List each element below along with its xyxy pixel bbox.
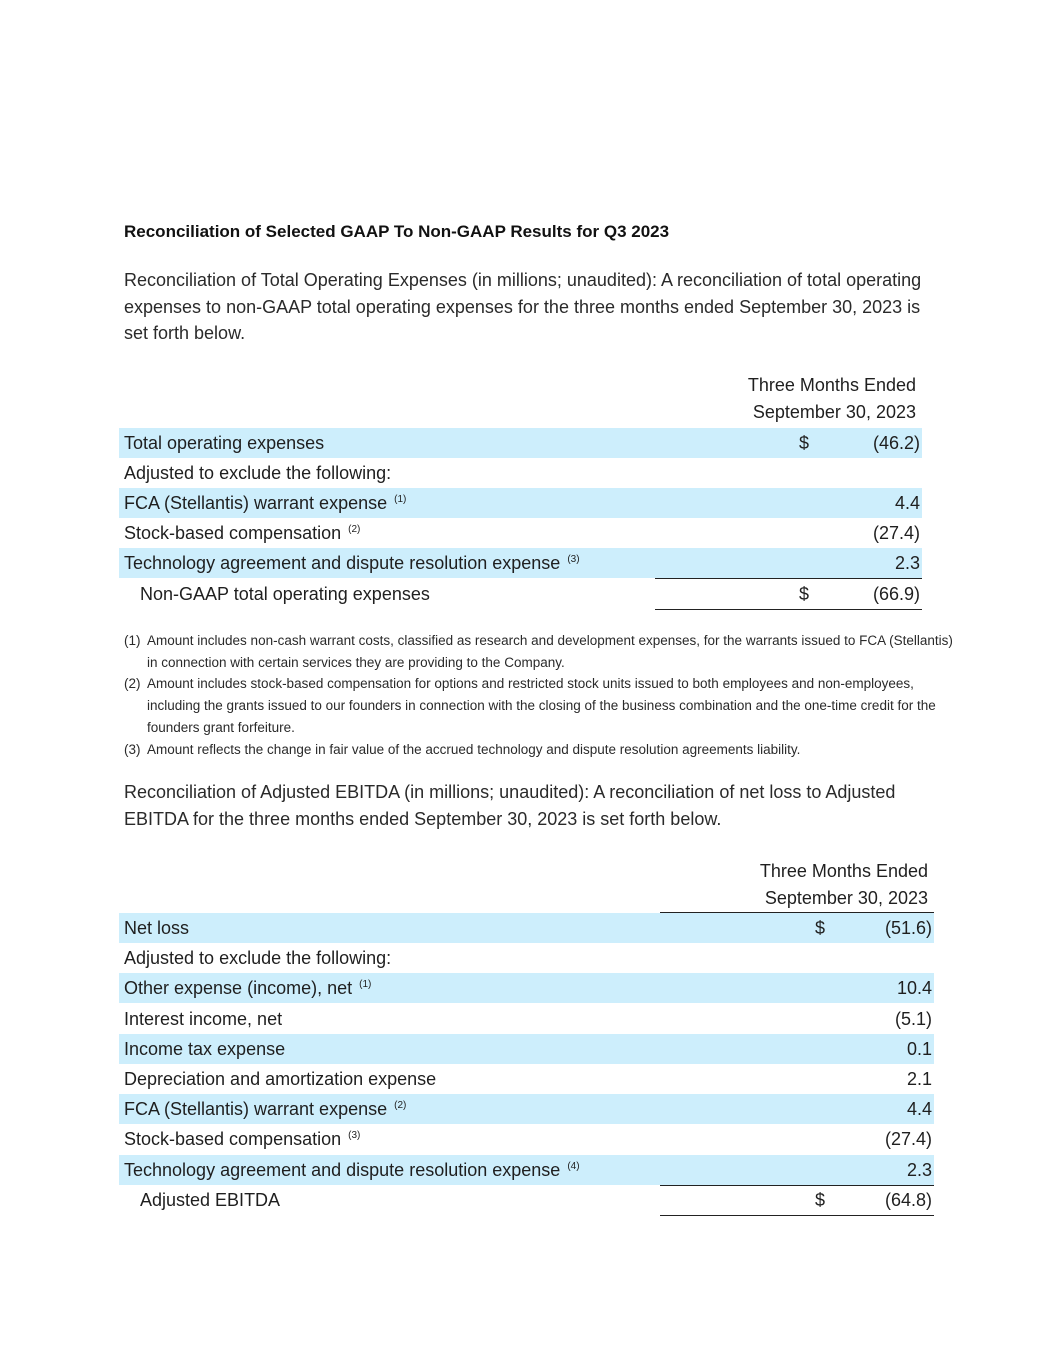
table-row [119, 1064, 934, 1094]
table-row [119, 913, 934, 943]
ebitda-intro-paragraph: Reconciliation of Adjusted EBITDA (in millions; unaudited): A reconciliation of net loss to Adjusted EBITDA for the three months ended September 30, 2023 is set forth below. [124, 782, 896, 829]
row-label: Adjusted to exclude the following: [124, 463, 392, 483]
row-label: Technology agreement and dispute resolution expense $^{(4)}$ [124, 1160, 580, 1180]
footnote-text: Amount reflects the change in fair value of the accrued technology and dispute resolution agreements liability. [147, 741, 801, 757]
footnote-number: (1) [124, 633, 141, 648]
total-rule [660, 1215, 934, 1216]
footnote [124, 630, 964, 673]
table-header-date: September 30, 2023 [752, 402, 916, 422]
section-heading: Reconciliation of Selected GAAP To Non-GAAP Results for Q3 2023 [124, 222, 670, 241]
row-label: Stock-based compensation $^{(2)}$ [124, 523, 361, 543]
footnote-number: (2) [124, 676, 141, 692]
footnote-number: (3) [124, 741, 141, 757]
table-row [119, 428, 922, 458]
row-label: Non-GAAP total operating expenses [140, 584, 430, 604]
row-value: 2.3 [894, 553, 920, 573]
currency-symbol: $ [815, 1190, 826, 1210]
currency-symbol: $ [799, 433, 810, 453]
table-row-total [119, 1185, 934, 1215]
table-row [119, 518, 922, 548]
table-row-total [119, 579, 922, 609]
row-value: (5.1) [894, 1009, 932, 1029]
row-label: Adjusted EBITDA [140, 1190, 281, 1210]
footnote-ref: (1) [359, 979, 372, 990]
footnote-ref: (3) [567, 554, 580, 565]
table-row [119, 1155, 934, 1185]
table-row [119, 1034, 934, 1064]
row-value: (46.2) [872, 433, 920, 453]
row-label: Depreciation and amortization expense [124, 1069, 437, 1089]
table-row [119, 943, 934, 973]
row-value: 4.4 [894, 493, 920, 513]
table-row [119, 458, 922, 488]
row-value: (27.4) [884, 1129, 932, 1149]
row-label: Total operating expenses [124, 433, 325, 453]
footnote-ref: (2) [394, 1100, 407, 1111]
row-value: 4.4 [906, 1099, 932, 1119]
table-row [119, 1004, 934, 1034]
footnote-text: Amount includes stock-based compensation for options and restricted stock units issued to both employees and non-employees, including the grants issued to our founders in connection with the closing of the business combination and the one-time credit for the founders grant forfeiture. [147, 676, 936, 735]
footnote-ref: (3) [348, 1130, 361, 1141]
footnote-ref: (1) [394, 494, 407, 505]
row-label: FCA (Stellantis) warrant expense $^{(1)}$ [124, 493, 407, 513]
currency-symbol: $ [799, 584, 810, 604]
row-label: Stock-based compensation $^{(3)}$ [124, 1129, 361, 1149]
table-row [119, 1124, 934, 1154]
row-value: (66.9) [872, 584, 920, 604]
currency-symbol: $ [815, 918, 826, 938]
table-row [119, 548, 922, 578]
row-value: 2.3 [906, 1160, 932, 1180]
row-value: (64.8) [884, 1190, 932, 1210]
footnote-ref: (4) [567, 1161, 580, 1172]
row-label: Adjusted to exclude the following: [124, 948, 392, 968]
row-label: Other expense (income), net $^{(1)}$ [124, 978, 372, 998]
row-label: FCA (Stellantis) warrant expense $^{(2)}$ [124, 1099, 407, 1119]
row-label: Technology agreement and dispute resolution expense $^{(3)}$ [124, 553, 580, 573]
footnote [124, 739, 964, 761]
footnote [124, 673, 964, 738]
table-row [119, 488, 922, 518]
table-header-period: Three Months Ended [759, 861, 928, 881]
row-label: Interest income, net [124, 1009, 283, 1029]
table-header-date: September 30, 2023 [764, 888, 928, 908]
row-value: 2.1 [906, 1069, 932, 1089]
row-value: 0.1 [906, 1039, 932, 1059]
total-rule [655, 609, 922, 610]
row-value: (27.4) [872, 523, 920, 543]
footnote-ref: (2) [348, 524, 361, 535]
table-row [119, 1094, 934, 1124]
row-label: Income tax expense [124, 1039, 286, 1059]
row-value: 10.4 [896, 978, 932, 998]
footnotes [124, 630, 964, 760]
footnote-text: Amount includes non-cash warrant costs, classified as research and development expenses, for the warrants issued to FCA (Stellantis) in connection with certain services they are providing to the Company. [147, 633, 953, 670]
opex-intro-paragraph: Reconciliation of Total Operating Expenses (in millions; unaudited): A reconciliation of total operating expenses to non-GAAP total operating expenses for the three months ended September 30, 2023 is set forth below. [124, 270, 922, 343]
table-header-period: Three Months Ended [747, 375, 916, 395]
table-row [119, 973, 934, 1003]
row-value: (51.6) [884, 918, 932, 938]
row-label: Net loss [124, 918, 190, 938]
